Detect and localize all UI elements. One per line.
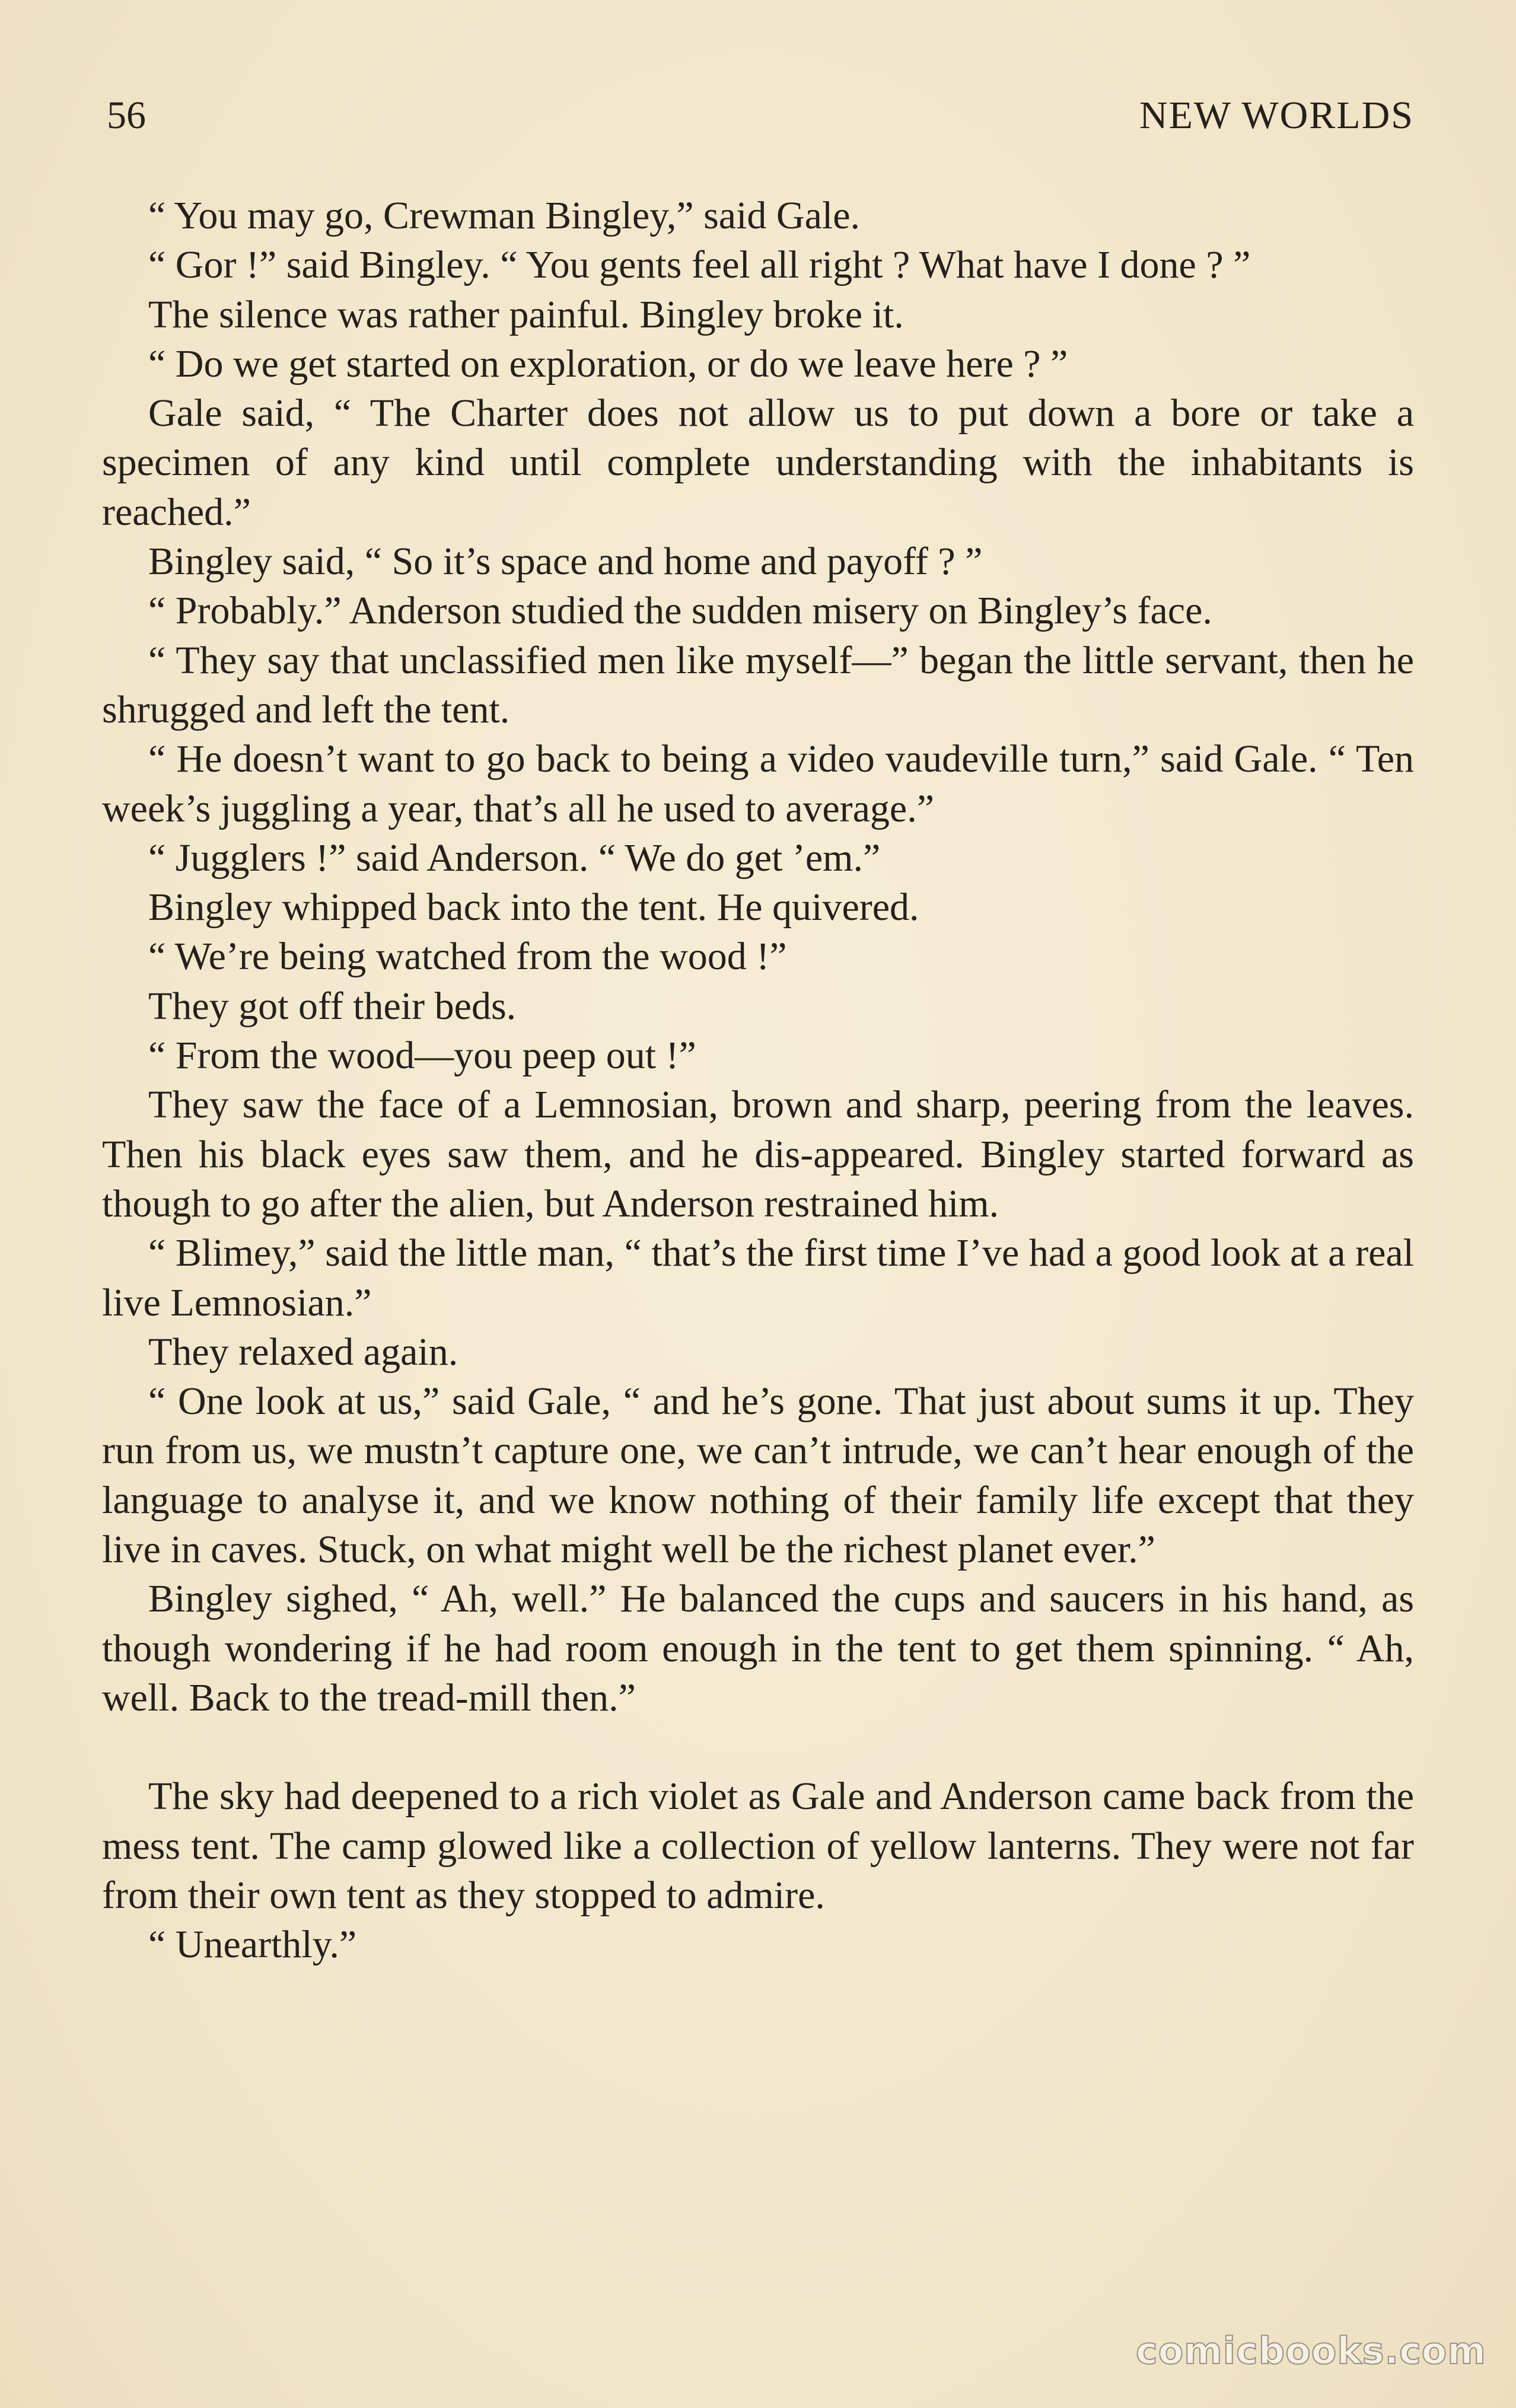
paragraph: “ They say that unclassified men like myself—” began the little servant, then he shrugged and left the tent. — [102, 638, 1414, 731]
paragraph: “ Gor !” said Bingley. “ You gents feel all right ? What have I done ? ” — [148, 243, 1251, 287]
paragraph: “ One look at us,” said Gale, “ and he’s gone. That just about sums it up. They run from us, we mustn’t capture one, we can’t intrude, we can’t hear enough of the language to analyse it, and we know nothing of their family life except that they live in caves. Stuck, on what might well be the richest planet ever.” — [102, 1380, 1414, 1572]
paragraph: “ From the wood—you peep out !” — [148, 1034, 696, 1078]
paragraph: “ He doesn’t want to go back to being a video vaudeville turn,” said Gale. “ Ten week’s juggling a year, that’s all he used to average.” — [102, 737, 1414, 830]
story-text — [102, 191, 1414, 1969]
paragraph: Bingley sighed, “ Ah, well.” He balanced the cups and saucers in his hand, as though wondering if he had room enough in the tent to get them spinning. “ Ah, well. Back to the tread-mill then.” — [102, 1577, 1414, 1719]
paragraph: They relaxed again. — [148, 1330, 458, 1374]
paragraph: “ Blimey,” said the little man, “ that’s the first time I’ve had a good look at a real live Lemnosian.” — [102, 1231, 1414, 1324]
paragraph: The sky had deepened to a rich violet as Gale and Anderson came back from the mess tent. The camp glowed like a collection of yellow lanterns. They were not far from their own tent as they stopped to admire. — [102, 1775, 1414, 1917]
paragraph: Gale said, “ The Charter does not allow us to put down a bore or take a specimen of any kind until complete understanding with the inhabitants is reached.” — [102, 391, 1414, 534]
paragraph: The silence was rather painful. Bingley broke it. — [148, 292, 904, 336]
watermark: comicbooks.com — [1135, 2329, 1486, 2372]
paragraph: They saw the face of a Lemnosian, brown and sharp, peering from the leaves. Then his black eyes saw them, and he dis-appeared. Bingley started forward as though to go after the alien, but Anderson restrained him. — [102, 1083, 1414, 1225]
paragraph: “ Unearthly.” — [148, 1923, 357, 1967]
paragraph: They got off their beds. — [148, 984, 517, 1028]
running-head: NEW WORLDS — [1139, 94, 1414, 137]
paragraph: Bingley said, “ So it’s space and home and payoff ? ” — [148, 540, 983, 584]
paragraph: “ Do we get started on exploration, or do we leave here ? ” — [148, 342, 1068, 386]
paragraph: “ Jugglers !” said Anderson. “ We do get ’em.” — [148, 836, 881, 880]
paragraph: “ We’re being watched from the wood !” — [148, 935, 787, 979]
page-header — [107, 89, 1414, 142]
paragraph: “ Probably.” Anderson studied the sudden misery on Bingley’s face. — [148, 589, 1212, 633]
page-number: 56 — [107, 94, 146, 137]
paragraph: Bingley whipped back into the tent. He quivered. — [148, 886, 919, 929]
paragraph: “ You may go, Crewman Bingley,” said Gale. — [148, 194, 861, 237]
